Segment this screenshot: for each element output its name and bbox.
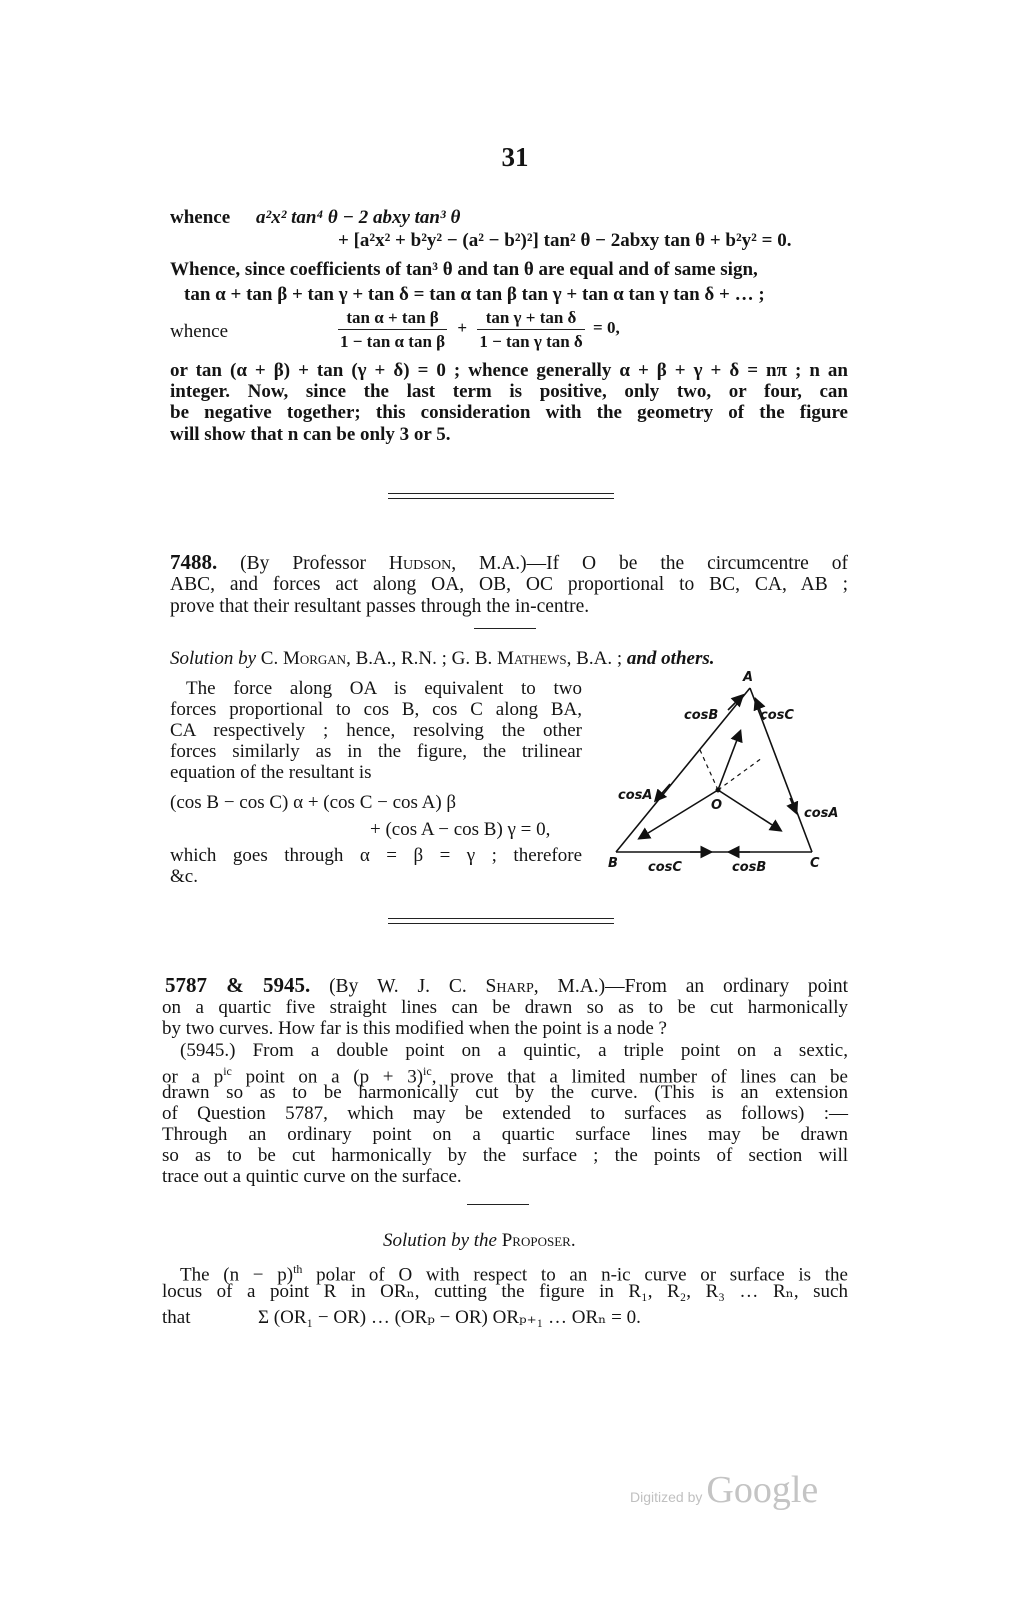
solution-line: CA respectively ; hence, resolving the other [170,720,582,741]
polar-equation: Σ (OR₁ − OR) … (ORₚ − OR) ORₚ₊₁ … ORₙ = 0. [258,1307,641,1328]
side-ab [616,688,750,852]
point-o [716,788,721,793]
watermark-prefix: Digitized by [630,1489,703,1505]
component-ba [728,696,742,710]
solution-line: forces similarly as in the figure, the trilinear [170,741,582,762]
solution-line: &c. [170,866,198,887]
resultant-equation-1: (cos B − cos C) α + (cos C − cos A) β [170,792,457,813]
paragraph-line: or tan (α + β) + tan (γ + δ) = 0 ; whence generally α + β + γ + δ = nπ ; n an [170,360,848,381]
question-7488-line-2: ABC, and forces act along OA, OB, OC proportional to BC, CA, AB ; [170,574,848,595]
question-line: drawn so as to be harmonically cut by the curve. (This is an extension [162,1082,848,1103]
fraction-equation: $\frac{\text{tan α + tan β}}{\text{1 − tan α tan β}}$ + $\frac{\text{tan γ + tan δ}}{\text{1 − tan γ tan δ}}$ = 0, [340,308,620,351]
digitized-watermark [630,1468,818,1512]
label-cosA-right: cosA [804,806,839,821]
component-ab [656,784,670,800]
label-A: A [743,670,754,685]
paragraph-line: be negative together; this consideration with the geometry of the figure [170,402,848,423]
question-7488-line-1: 7488. (By Professor Hudson, M.A.)—If O be the circumcentre of [170,550,848,574]
page-number: 31 [501,142,529,172]
equation-line-1: a²x² tan⁴ θ − 2 abxy tan³ θ [256,207,461,228]
fraction-2: $\frac{\text{tan γ + tan δ}}{\text{1 − tan γ tan δ}}$ [479,308,583,351]
fraction-1: $\frac{\text{tan α + tan β}}{\text{1 − tan α tan β}}$ [340,308,446,351]
section-divider [388,923,614,924]
short-rule [474,628,536,629]
question-5787-line-1: 5787 & 5945. (By W. J. C. Sharp, M.A.)—From an ordinary point [165,973,848,997]
label-cosC-top: cosC [760,708,794,723]
paragraph-line: integer. Now, since the last term is positive, only two, or four, can [170,381,848,402]
triangle-figure [600,672,850,882]
solution-line: forces proportional to cos B, cos C along BA, [170,699,582,720]
section-divider [388,493,614,494]
solution-line: equation of the resultant is [170,762,372,783]
label-cosC-bottom: cosC [648,860,682,875]
question-5787-line-3: by two curves. How far is this modified when the point is a node ? [162,1018,667,1039]
solution-line: which goes through α = β = γ ; therefore [170,845,582,866]
solution-5787-line-3: that [162,1307,191,1328]
force-oa [718,732,740,790]
question-line: Through an ordinary point on a quartic surface lines may be drawn [162,1124,848,1145]
section-divider [388,918,614,919]
question-7488-line-3: prove that their resultant passes through the in-centre. [170,596,590,617]
equation-line-2: + [a²x² + b²y² − (a² − b²)²] tan² θ − 2abxy tan θ + b²y² = 0. [338,230,792,251]
section-divider [388,498,614,499]
triangle-diagram [600,672,850,882]
label-cosA-left: cosA [618,788,653,803]
question-line: so as to be cut harmonically by the surface ; the points of section will [162,1145,848,1166]
question-5945-line-1: (5945.) From a double point on a quintic, a triple point on a sextic, [180,1040,848,1061]
tan-sum-equation: tan α + tan β + tan γ + tan δ = tan α tan β tan γ + tan α tan γ tan δ + … ; [184,284,765,305]
dashed-1 [700,750,718,790]
google-logo: Google [706,1469,819,1511]
label-C: C [810,856,820,871]
solution-heading-5787: Solution by the Proposer. [383,1230,576,1251]
label-cosB-top: cosB [684,708,719,723]
whence-label-2: whence [170,321,229,342]
question-line: of Question 5787, which may be extended to surfaces as follows) :— [162,1103,848,1124]
short-rule [467,1204,529,1205]
paragraph-line: will show that n can be only 3 or 5. [170,424,451,445]
label-O: O [711,798,723,813]
force-oc [718,790,780,830]
label-cosB-bottom: cosB [732,860,767,875]
resultant-equation-2: + (cos A − cos B) γ = 0, [370,819,551,840]
label-B: B [608,856,618,871]
solution-line: The force along OA is equivalent to two [186,678,582,699]
question-5945-line-2: or a $p^{ic}$ point on a $(p + 3)^{ic}$, prove that a limited number of lines can be [162,1064,848,1088]
question-line: trace out a quintic curve on the surface. [162,1166,462,1187]
solution-5787-line-2: locus of a point R in ORₙ, cutting the figure in R₁, R₂, R₃ … Rₙ, such [162,1281,848,1302]
whence-label: whence [170,207,231,228]
whence-since-line: Whence, since coefficients of tan³ θ and tan θ are equal and of same sign, [170,259,758,280]
solution-heading-7488: Solution by C. Morgan, B.A., R.N. ; G. B. Mathews, B.A. ; and others. [170,648,715,669]
question-5787-line-2: on a quartic five straight lines can be drawn so as to be cut harmonically [162,997,848,1018]
solution-5787-line-1: The $(n - p)^{th}$ polar of O with respect to an n-ic curve or surface is the [180,1262,848,1286]
